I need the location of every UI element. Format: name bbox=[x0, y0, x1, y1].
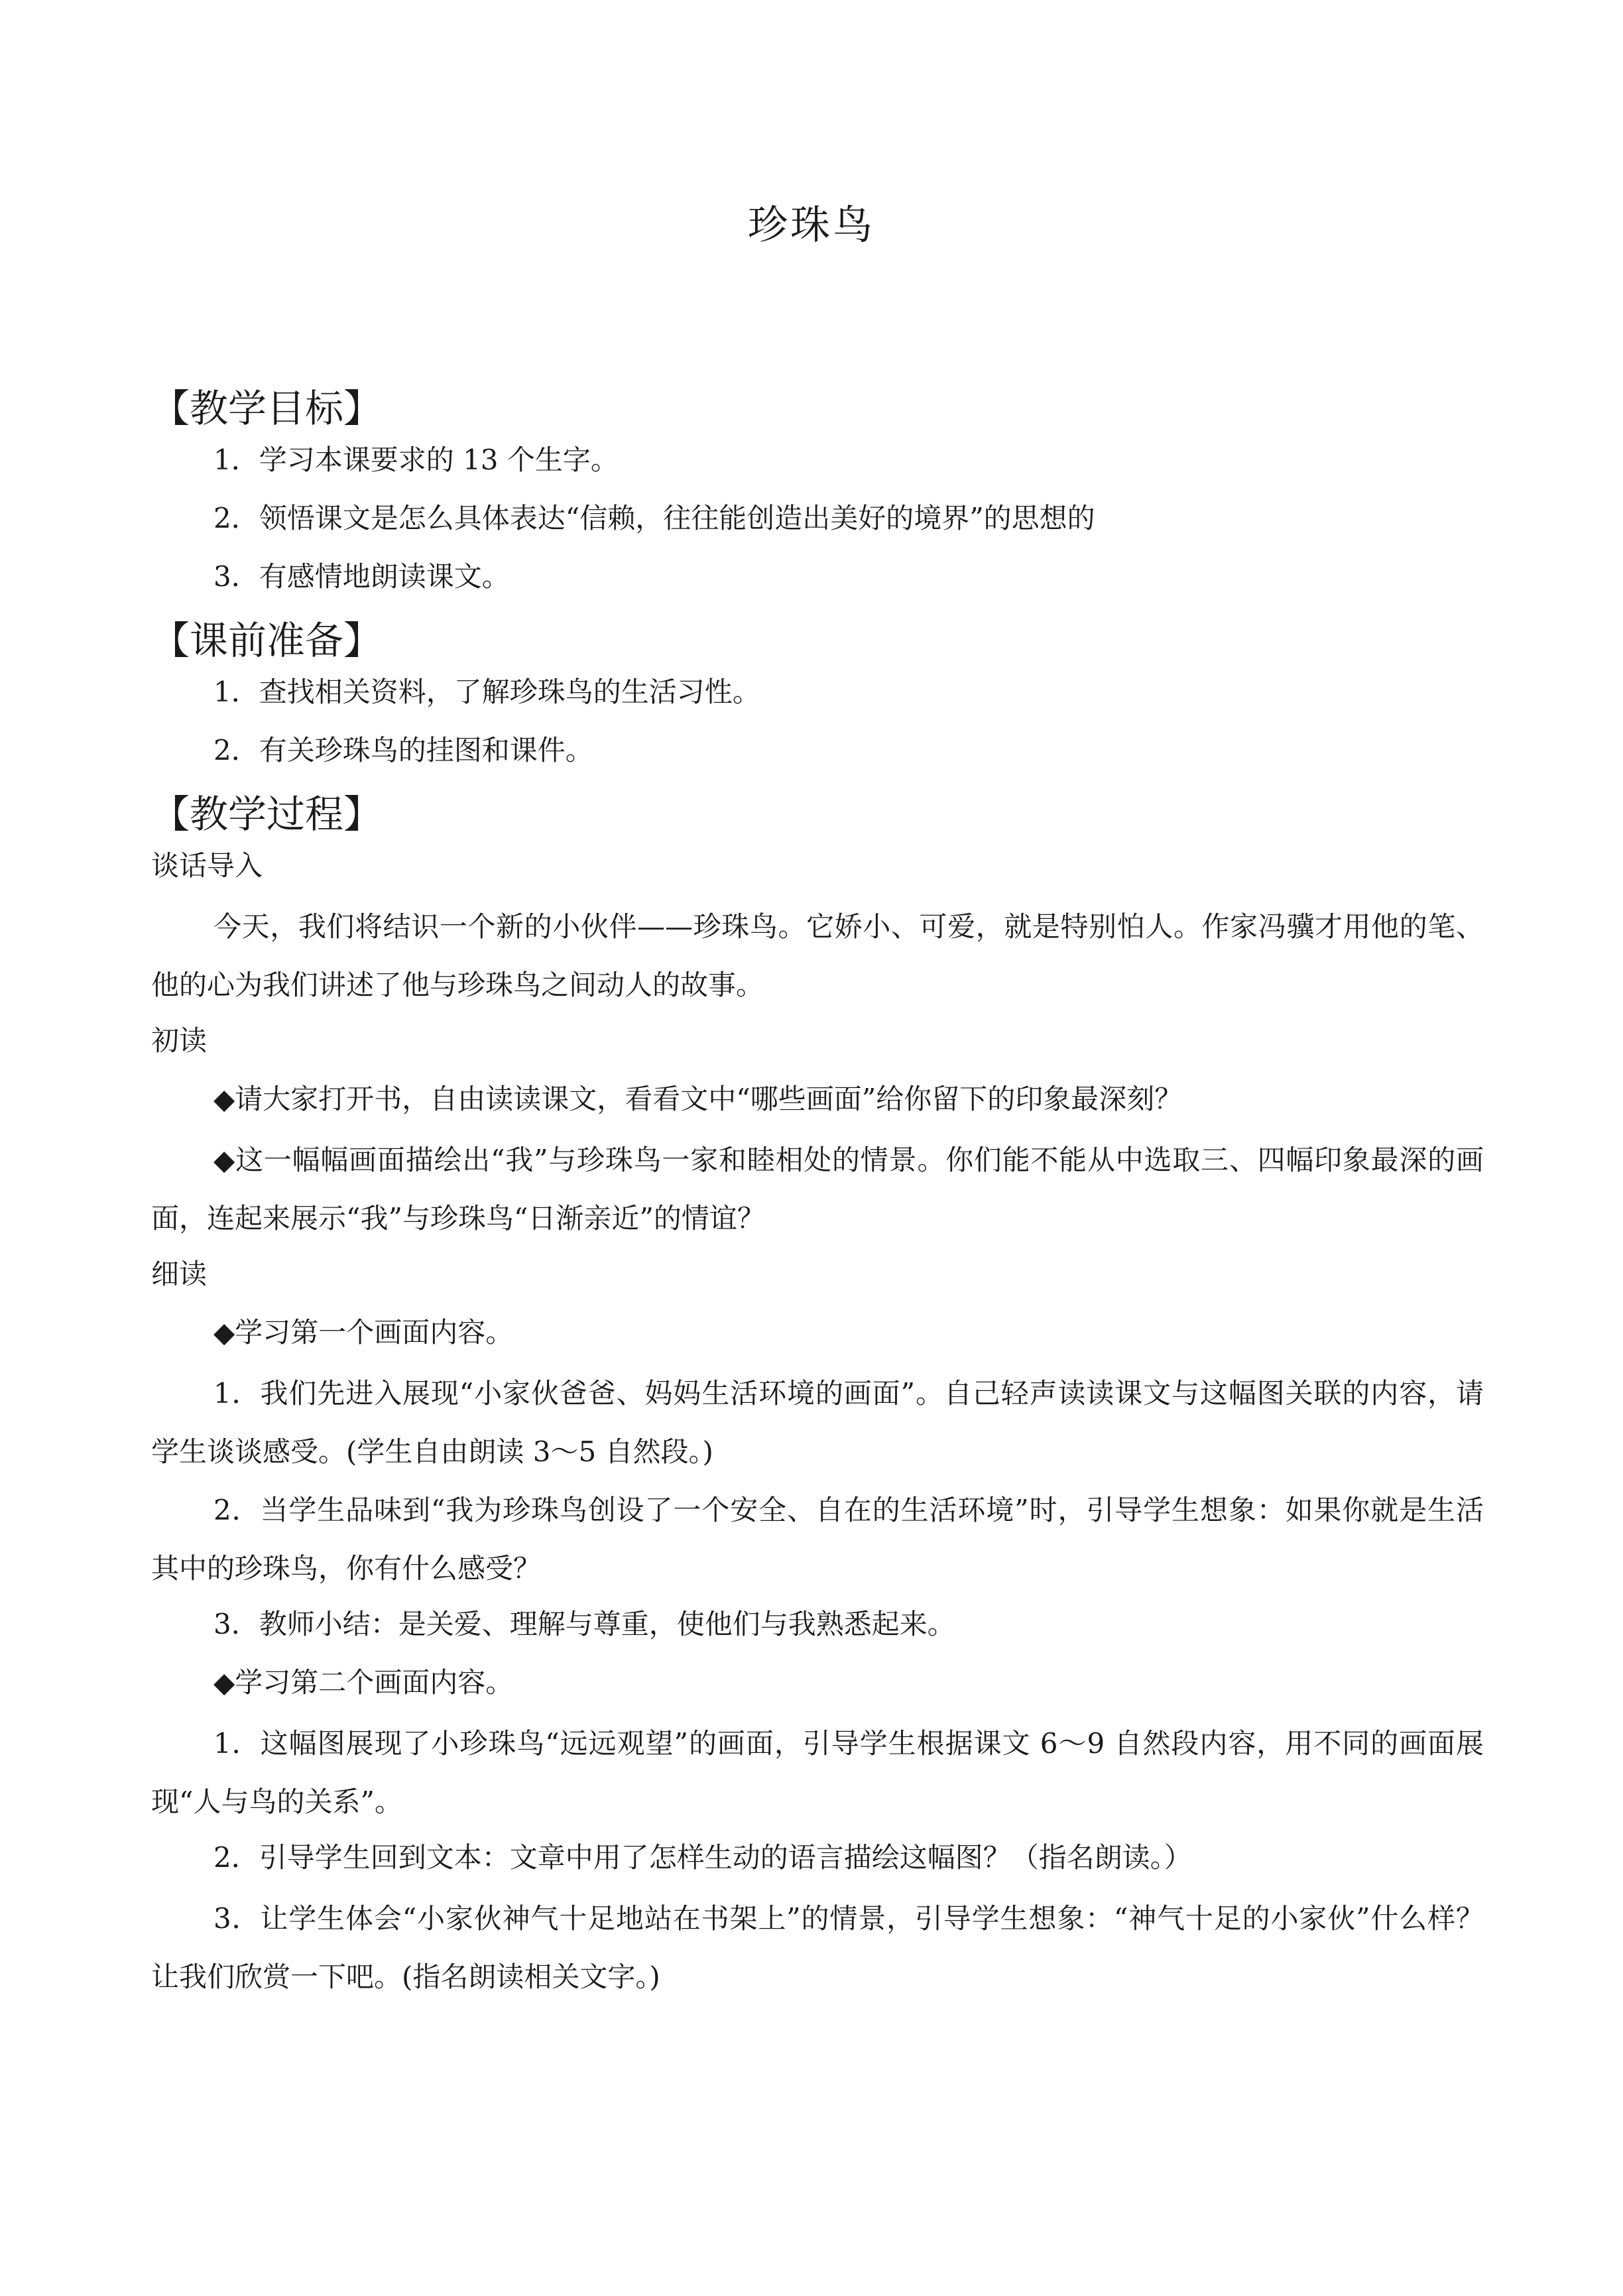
part2-item: 3．让学生体会“小家伙神气十足地站在书架上”的情景，引导学生想象：“神气十足的小家伙”什么样？让我们欣赏一下吧。(指名朗读相关文字。) bbox=[151, 1902, 1484, 1993]
document-body bbox=[151, 385, 1484, 2014]
first-read-item: ◆请大家打开书，自由读读课文，看看文中“哪些画面”给你留下的印象最深刻？ bbox=[213, 1083, 1183, 1115]
subsection-label-intro: 谈话导入 bbox=[151, 849, 263, 882]
part2-title: ◆学习第二个画面内容。 bbox=[213, 1666, 514, 1699]
section-heading-process: 【教学过程】 bbox=[151, 792, 383, 837]
goal-item: 2．领悟课文是怎么具体表达“信赖，往往能创造出美好的境界”的思想的 bbox=[213, 502, 1095, 534]
subsection-label-first-read: 初读 bbox=[151, 1024, 208, 1057]
goal-item: 3．有感情地朗读课文。 bbox=[213, 560, 510, 593]
intro-paragraph: 今天，我们将结识一个新的小伙伴——珍珠鸟。它娇小、可爱，就是特别怕人。作家冯骥才用他的笔、他的心为我们讲述了他与珍珠鸟之间动人的故事。 bbox=[151, 910, 1484, 1001]
part2-item: 2．引导学生回到文本：文章中用了怎样生动的语言描绘这幅图？（指名朗读。） bbox=[213, 1841, 1192, 1874]
first-read-item: ◆这一幅幅画面描绘出“我”与珍珠鸟一家和睦相处的情景。你们能不能从中选取三、四幅印象最深的画面，连起来展示“我”与珍珠鸟“日渐亲近”的情谊？ bbox=[151, 1144, 1484, 1235]
prep-item: 1．查找相关资料，了解珍珠鸟的生活习性。 bbox=[213, 676, 760, 708]
subsection-label-close-read: 细读 bbox=[151, 1258, 208, 1290]
part1-item: 2．当学生品味到“我为珍珠鸟创设了一个安全、自在的生活环境”时，引导学生想象：如果你就是生活其中的珍珠鸟，你有什么感受？ bbox=[151, 1494, 1484, 1585]
goal-item: 1．学习本课要求的 13 个生字。 bbox=[213, 444, 619, 476]
part1-title: ◆学习第一个画面内容。 bbox=[213, 1316, 514, 1349]
section-heading-prep: 【课前准备】 bbox=[151, 618, 383, 663]
prep-item: 2．有关珍珠鸟的挂图和课件。 bbox=[213, 734, 593, 766]
part1-item: 1．我们先进入展现“小家伙爸爸、妈妈生活环境的画面”。自己轻声读读课文与这幅图关联的内容，请学生谈谈感受。(学生自由朗读 3～5 自然段。) bbox=[151, 1377, 1484, 1468]
document-title: 珍珠鸟 bbox=[748, 202, 875, 249]
section-heading-goals: 【教学目标】 bbox=[151, 386, 383, 431]
part2-item: 1．这幅图展现了小珍珠鸟“远远观望”的画面，引导学生根据课文 6～9 自然段内容，用不同的画面展现“人与鸟的关系”。 bbox=[151, 1727, 1484, 1818]
part1-item: 3．教师小结：是关爱、理解与尊重，使他们与我熟悉起来。 bbox=[213, 1608, 955, 1640]
